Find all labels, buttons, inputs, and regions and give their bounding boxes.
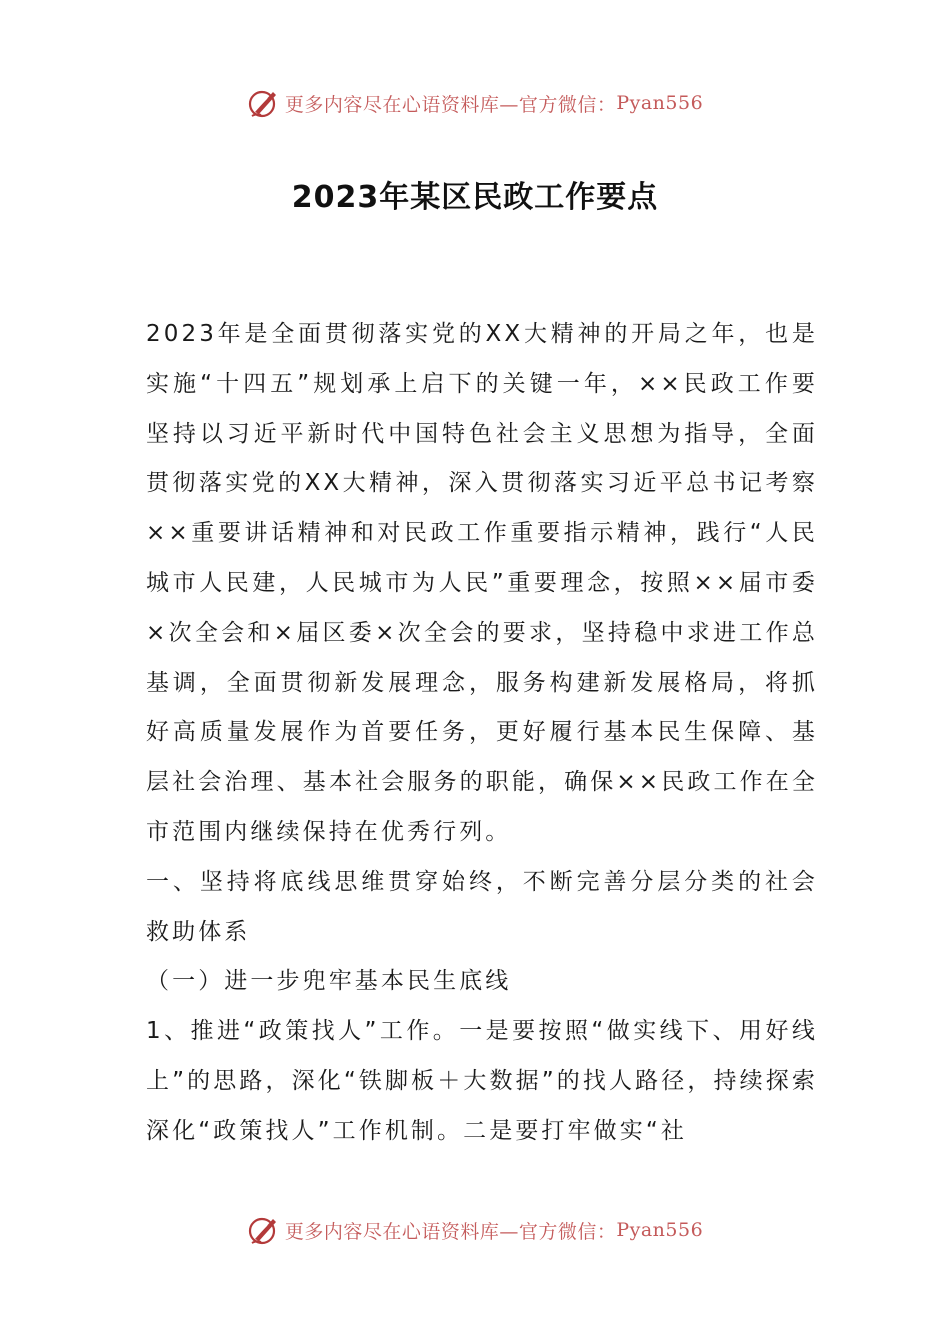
banner-text: 更多内容尽在心语资料库—官方微信： [284, 93, 617, 116]
banner-text: 更多内容尽在心语资料库—官方微信： [284, 1220, 617, 1243]
quill-logo-icon [247, 1213, 281, 1247]
header-banner [0, 83, 950, 123]
quill-logo-icon [247, 86, 281, 120]
banner-wechat-id: Pyan556 [616, 92, 704, 114]
subsection-heading-1: （一）进一步兜牢基本民生底线 [146, 968, 512, 995]
banner-wechat-id: Pyan556 [616, 1219, 704, 1241]
intro-paragraph: 2023年是全面贯彻落实党的XX大精神的开局之年，也是实施“十四五”规划承上启下的关键一年，××民政工作要坚持以习近平新时代中国特色社会主义思想为指导，全面贯彻落实党的XX大精神，深入贯彻落实习近平总书记考察××重要讲话精神和对民政工作重要指示精神，践行“人民城市人民建，人民城市为人民”重要理念，按照××届市委×次全会和×届区委×次全会的要求，坚持稳中求进工作总基调，全面贯彻新发展理念，服务构建新发展格局，将抓好高质量发展作为首要任务，更好履行基本民生保障、基层社会治理、基本社会服务的职能，确保××民政工作在全市范围内继续保持在优秀行列。 [146, 321, 818, 845]
footer-banner [0, 1210, 950, 1250]
section-heading-1: 一、坚持将底线思维贯穿始终，不断完善分层分类的社会救助体系 [146, 868, 818, 945]
document-body [146, 310, 818, 1157]
document-title: 2023年某区民政工作要点 [291, 180, 659, 215]
item-paragraph-1: 1、推进“政策找人”工作。一是要按照“做实线下、用好线上”的思路，深化“铁脚板＋大数据”的找人路径，持续探索深化“政策找人”工作机制。二是要打牢做实“社 [146, 1018, 818, 1144]
